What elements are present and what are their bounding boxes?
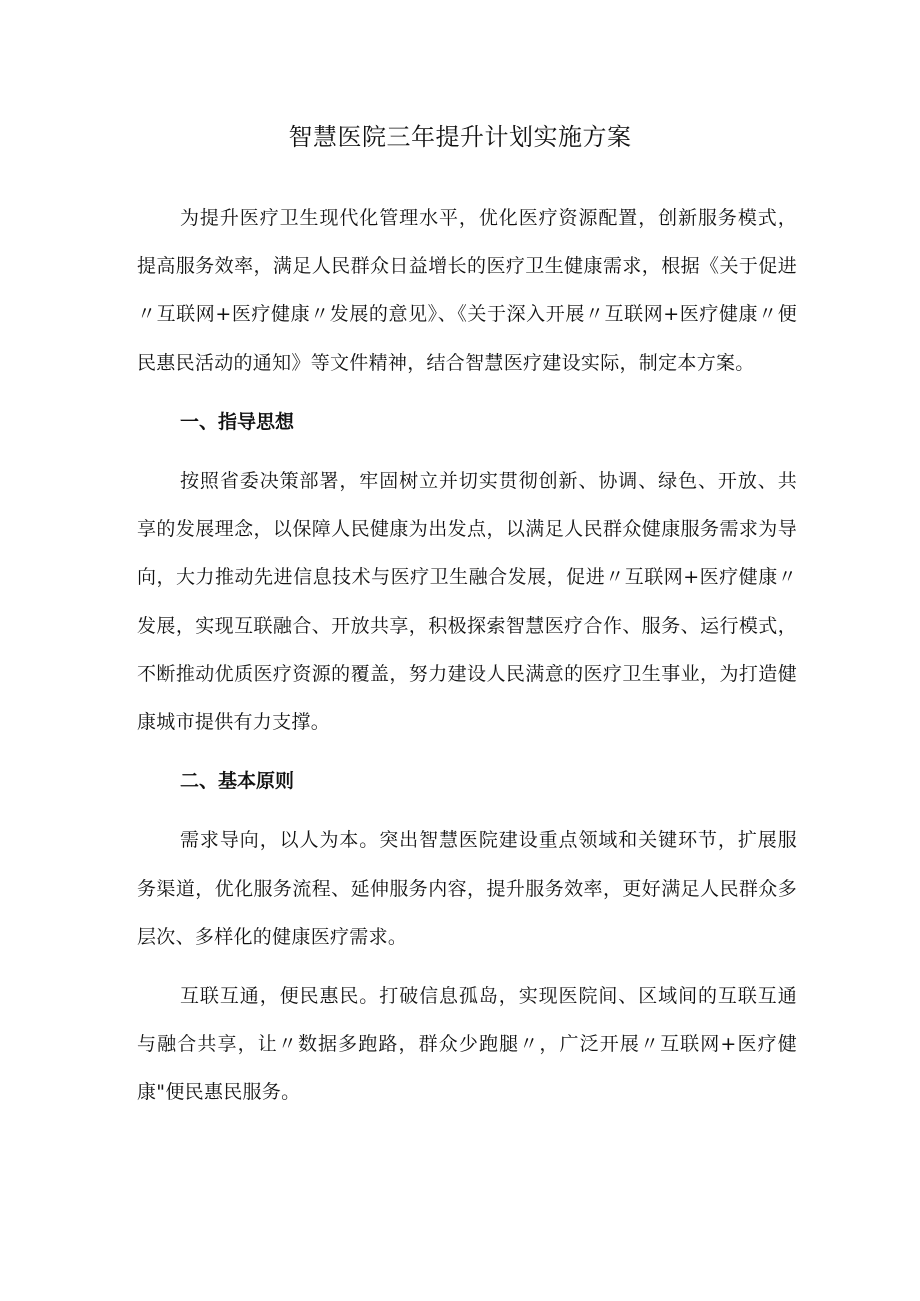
- guiding-ideology-paragraph: 按照省委决策部署，牢固树立并切实贯彻创新、协调、绿色、开放、共享的发展理念，以保障人民健康为出发点，以满足人民群众健康服务需求为导向，大力推动先进信息技术与医疗卫生融合发展，促进〃互联网+医疗健康〃发展，实现互联融合、开放共享，积极探索智慧医疗合作、服务、运行模式，不断推动优质医疗资源的覆盖，努力建设人民满意的医疗卫生事业，为打造健康城市提供有力支撑。: [137, 470, 797, 734]
- document-title: 智慧医院三年提升计划实施方案: [288, 123, 632, 152]
- principle-interconnection-paragraph: 互联互通，便民惠民。打破信息孤岛，实现医院间、区域间的互联互通与融合共享，让〃数据多跑路，群众少跑腿〃，广泛开展〃互联网+医疗健康"便民惠民服务。: [137, 985, 797, 1104]
- document-body: [137, 194, 797, 1117]
- section-heading-guiding-ideology: 一、指导思想: [180, 410, 295, 433]
- section-heading-basic-principles: 二、基本原则: [180, 770, 295, 793]
- principle-demand-oriented-paragraph: 需求导向，以人为本。突出智慧医院建设重点领域和关键环节，扩展服务渠道，优化服务流程、延伸服务内容，提升服务效率，更好满足人民群众多层次、多样化的健康医疗需求。: [137, 829, 797, 948]
- intro-paragraph: 为提升医疗卫生现代化管理水平，优化医疗资源配置，创新服务模式，提高服务效率，满足人民群众日益增长的医疗卫生健康需求，根据《关于促进〃互联网+医疗健康〃发展的意见》、《关于深入开展〃互联网+医疗健康〃便民惠民活动的通知》等文件精神，结合智慧医疗建设实际，制定本方案。: [137, 207, 797, 374]
